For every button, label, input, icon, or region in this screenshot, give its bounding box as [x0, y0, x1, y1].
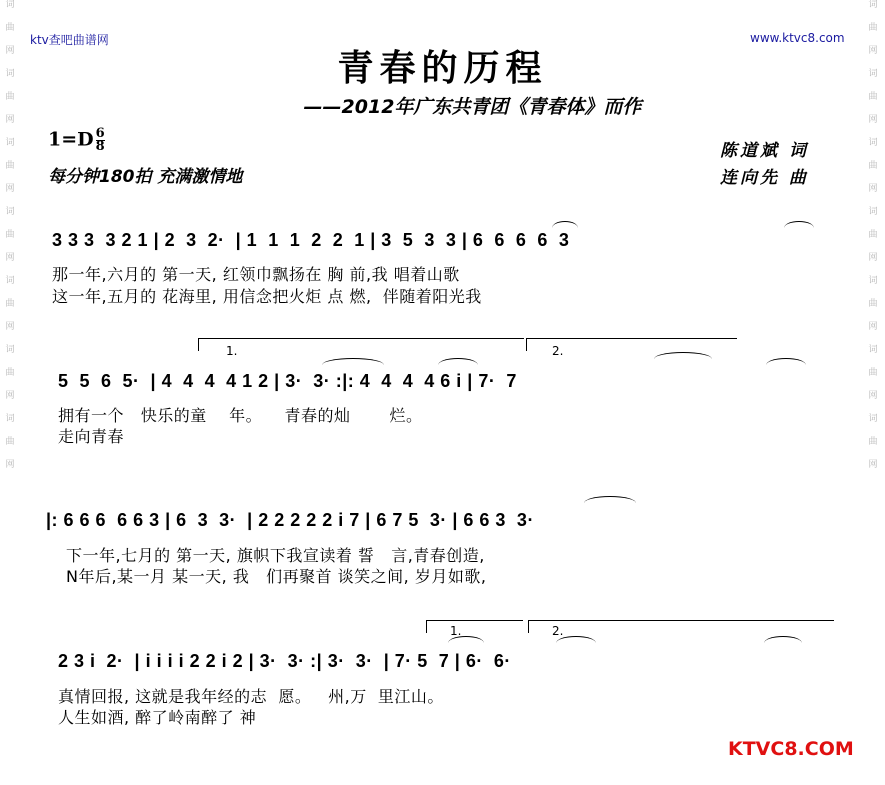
key-label: 1=D — [48, 128, 94, 151]
slur — [766, 358, 806, 365]
slur — [764, 636, 802, 643]
volta-number-2: 2. — [552, 624, 564, 638]
slur — [556, 636, 596, 643]
lyrics-row-3-verse-2: N年后,某一月 某一天, 我 们再聚首 谈笑之间, 岁月如歌, — [66, 567, 487, 586]
volta-bracket-1 — [426, 620, 523, 633]
key-signature — [48, 128, 105, 153]
notation-row-2: 5 5 6 5· | 4 4 4 4 1 2 | 3· 3· :|: 4 4 4 4 6 i | 7· 7 — [58, 371, 517, 391]
lyrics-row-4-verse-2: 人生如酒, 醉了岭南醉了 神 — [58, 708, 257, 727]
song-title: 青春的历程 — [337, 47, 548, 89]
volta-number-2: 2. — [552, 344, 564, 358]
slur — [584, 496, 636, 503]
time-signature: $\frac{6}{8}$ — [95, 126, 105, 154]
lyrics-row-4-verse-1: 真情回报, 这就是我年经的志 愿。 州,万 里江山。 — [58, 687, 444, 706]
slur — [448, 636, 484, 643]
tempo-marking: 每分钟180拍 充满激情地 — [48, 167, 243, 187]
slur — [438, 358, 478, 365]
slur — [654, 352, 712, 359]
volta-bracket-1 — [198, 338, 524, 351]
lyrics-row-1-verse-2: 这一年,五月的 花海里, 用信念把火炬 点 燃, 伴随着阳光我 — [52, 287, 482, 306]
notation-row-3: |: 6 6 6 6 6 3 | 6 3 3· | 2 2 2 2 2 i 7 | 6 7 5 3· | 6 6 3 3· — [46, 510, 534, 530]
notation-row-1: 3 3 3 3 2 1 | 2 3 2· | 1 1 1 2 2 1 | 3 5 3 3 | 6 6 6 6 3 — [52, 230, 570, 250]
slur — [322, 358, 384, 365]
site-url-right[interactable]: www.ktvc8.com — [750, 31, 845, 45]
notation-row-4: 2 3 i 2· | i i i i 2 2 i 2 | 3· 3· :| 3· 3· | 7· 5 7 | 6· 6· — [58, 651, 511, 671]
composer-credit: 连向先 曲 — [720, 168, 809, 188]
lyrics-row-3-verse-1: 下一年,七月的 第一天, 旗帜下我宣读着 誓 言,青春创造, — [66, 546, 485, 565]
slur — [552, 221, 578, 228]
site-name-left[interactable]: ktv查吧曲谱网 — [30, 33, 109, 47]
left-watermark-strip: 词 曲 网 词 曲 网 词 曲 网 词 曲 网 词 曲 网 词 曲 网 词 曲 网 — [5, 0, 15, 470]
song-subtitle: ——2012年广东共青团《青春体》而作 — [303, 96, 642, 118]
lyrics-row-1-verse-1: 那一年,六月的 第一天, 红领巾飘扬在 胸 前,我 唱着山歌 — [52, 265, 460, 284]
volta-number-1: 1. — [450, 624, 462, 638]
lyricist-credit: 陈道斌 词 — [720, 141, 809, 161]
volta-bracket-2 — [528, 620, 834, 633]
volta-number-1: 1. — [226, 344, 238, 358]
lyrics-row-2-verse-1: 拥有一个 快乐的童 年。 青春的灿 烂。 — [58, 406, 423, 425]
right-watermark-strip: 词 曲 网 词 曲 网 词 曲 网 词 曲 网 词 曲 网 词 曲 网 词 曲 网 — [868, 0, 878, 470]
ktvc8-logo: KTVC8.COM — [728, 738, 854, 760]
slur — [784, 221, 814, 228]
lyrics-row-2-verse-2: 走向青春 — [58, 427, 125, 446]
